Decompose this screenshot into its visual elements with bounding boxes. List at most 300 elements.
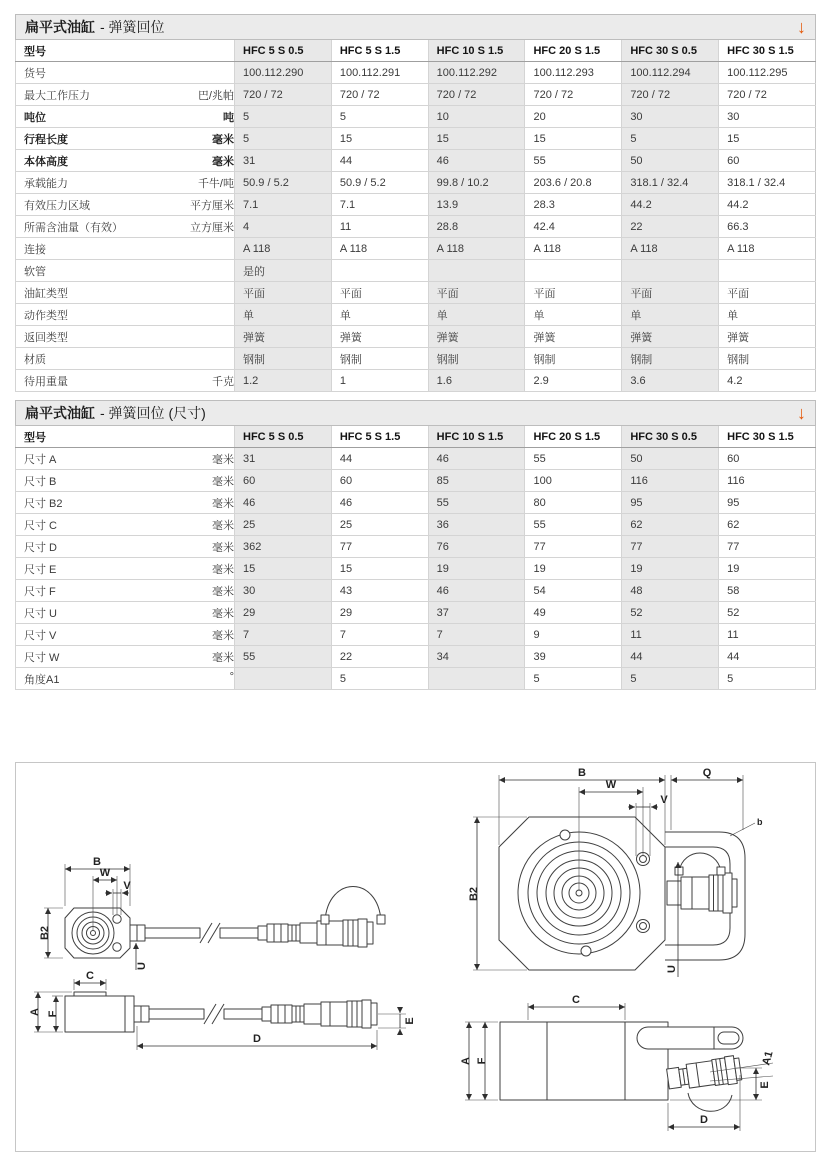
row-label-cell	[16, 260, 235, 282]
value-cell: 39	[525, 646, 622, 668]
row-label: 吨位	[24, 111, 46, 124]
value-cell: 29	[331, 602, 428, 624]
row-label-cell	[16, 646, 235, 668]
row-label: 油缸类型	[24, 287, 68, 300]
value-cell: A 118	[622, 238, 719, 260]
value-cell: 100.112.290	[235, 62, 332, 84]
value-cell: 平面	[719, 282, 816, 304]
value-cell: 77	[525, 536, 622, 558]
spec-row	[16, 348, 816, 370]
table2-subtitle: - 弹簧回位 (尺寸)	[100, 405, 206, 421]
value-cell: 99.8 / 10.2	[428, 172, 525, 194]
spec-row	[16, 514, 816, 536]
row-unit: 毫米	[212, 453, 234, 466]
row-unit: 毫米	[212, 497, 234, 510]
dim-label-c: C	[86, 970, 94, 982]
dim-label-u: U	[666, 965, 678, 973]
value-cell: 62	[719, 514, 816, 536]
row-label: 本体高度	[24, 155, 68, 168]
value-cell: 95	[719, 492, 816, 514]
value-cell: 44	[331, 448, 428, 470]
row-label: 材质	[24, 353, 46, 366]
value-cell: 15	[525, 128, 622, 150]
value-cell: 52	[719, 602, 816, 624]
dim-label-f: F	[476, 1057, 488, 1065]
value-cell: 15	[235, 558, 332, 580]
value-cell: 平面	[525, 282, 622, 304]
right-front-view-drawing	[468, 767, 763, 977]
model-header-label: 型号	[16, 426, 235, 448]
value-cell: 31	[235, 150, 332, 172]
model-header-row	[16, 40, 816, 62]
value-cell: 44	[331, 150, 428, 172]
row-label-cell	[16, 150, 235, 172]
spec-row	[16, 62, 816, 84]
dim-label-e: E	[759, 1081, 771, 1089]
row-label-cell	[16, 668, 235, 690]
technical-drawing-box	[15, 762, 816, 1152]
model-header-label: 型号	[16, 40, 235, 62]
spec-row	[16, 326, 816, 348]
spec-row	[16, 370, 816, 392]
model-header-cell: HFC 5 S 0.5	[235, 426, 332, 448]
value-cell: 钢制	[525, 348, 622, 370]
technical-drawing	[16, 763, 815, 1151]
value-cell: 平面	[235, 282, 332, 304]
spec-row	[16, 536, 816, 558]
value-cell: 85	[428, 470, 525, 492]
row-label: 尺寸 C	[24, 519, 57, 532]
row-label-cell	[16, 448, 235, 470]
value-cell	[428, 260, 525, 282]
row-label-cell	[16, 348, 235, 370]
table1-title-bar	[15, 14, 816, 40]
table2-title-bar	[15, 400, 816, 426]
value-cell: 9	[525, 624, 622, 646]
row-label: 待用重量	[24, 375, 68, 388]
dim-label-b2: B2	[468, 886, 480, 902]
row-label: 尺寸 U	[24, 607, 57, 620]
row-label: 软管	[24, 265, 46, 278]
value-cell: 弹簧	[719, 326, 816, 348]
spec-row	[16, 238, 816, 260]
value-cell: 5	[331, 668, 428, 690]
value-cell: A 118	[235, 238, 332, 260]
value-cell: 46	[428, 448, 525, 470]
spec-row	[16, 260, 816, 282]
value-cell: 77	[622, 536, 719, 558]
row-label-cell	[16, 470, 235, 492]
value-cell: 50.9 / 5.2	[235, 172, 332, 194]
spec-row	[16, 194, 816, 216]
row-label-cell	[16, 326, 235, 348]
value-cell: 55	[428, 492, 525, 514]
row-label: 承载能力	[24, 177, 68, 190]
row-label: 返回类型	[24, 331, 68, 344]
row-unit: 毫米	[212, 629, 234, 642]
table2-title: 扁平式油缸	[25, 405, 95, 421]
row-label-cell	[16, 602, 235, 624]
value-cell	[622, 260, 719, 282]
value-cell: 15	[428, 128, 525, 150]
dim-label-b2: B2	[39, 925, 51, 941]
value-cell: 52	[622, 602, 719, 624]
value-cell	[428, 668, 525, 690]
row-label-cell	[16, 370, 235, 392]
spec-row	[16, 216, 816, 238]
value-cell: 44	[622, 646, 719, 668]
model-header-cell: HFC 30 S 1.5	[719, 40, 816, 62]
row-label: 所需含油量（有效）	[24, 221, 123, 234]
value-cell: 30	[622, 106, 719, 128]
dim-label-f: F	[47, 1010, 59, 1018]
value-cell: 19	[719, 558, 816, 580]
value-cell: 30	[235, 580, 332, 602]
model-header-cell: HFC 20 S 1.5	[525, 40, 622, 62]
value-cell: 单	[622, 304, 719, 326]
row-unit: 吨	[223, 111, 234, 124]
row-label-cell	[16, 172, 235, 194]
value-cell: 100.112.293	[525, 62, 622, 84]
value-cell: 4	[235, 216, 332, 238]
dim-label-q: Q	[702, 767, 712, 779]
value-cell: 平面	[428, 282, 525, 304]
value-cell: 单	[525, 304, 622, 326]
value-cell: 720 / 72	[622, 84, 719, 106]
row-label-cell	[16, 238, 235, 260]
value-cell: 203.6 / 20.8	[525, 172, 622, 194]
spec-row	[16, 84, 816, 106]
value-cell: 30	[719, 106, 816, 128]
value-cell: 弹簧	[428, 326, 525, 348]
value-cell: 318.1 / 32.4	[622, 172, 719, 194]
value-cell: 13.9	[428, 194, 525, 216]
row-unit: °	[229, 670, 234, 683]
value-cell: 77	[331, 536, 428, 558]
value-cell	[525, 260, 622, 282]
value-cell: 720 / 72	[525, 84, 622, 106]
model-header-cell: HFC 30 S 1.5	[719, 426, 816, 448]
value-cell: 19	[525, 558, 622, 580]
row-label-cell	[16, 558, 235, 580]
dim-label-d: D	[253, 1033, 261, 1045]
row-label: 尺寸 D	[24, 541, 57, 554]
model-header-cell: HFC 5 S 1.5	[331, 40, 428, 62]
row-label-cell	[16, 216, 235, 238]
value-cell: 5	[622, 668, 719, 690]
value-cell: 55	[235, 646, 332, 668]
value-cell: 7	[331, 624, 428, 646]
value-cell: 50	[622, 448, 719, 470]
value-cell: 5	[622, 128, 719, 150]
value-cell: 116	[622, 470, 719, 492]
value-cell: 钢制	[622, 348, 719, 370]
value-cell: 平面	[622, 282, 719, 304]
value-cell: 弹簧	[235, 326, 332, 348]
left-side-view-drawing	[29, 970, 416, 1050]
value-cell: 5	[331, 106, 428, 128]
row-unit: 千牛/吨	[197, 177, 234, 190]
value-cell: 11	[622, 624, 719, 646]
value-cell: 720 / 72	[719, 84, 816, 106]
row-unit: 毫米	[212, 585, 234, 598]
row-label: 动作类型	[24, 309, 68, 322]
value-cell: 36	[428, 514, 525, 536]
value-cell: 28.3	[525, 194, 622, 216]
left-front-view-drawing	[39, 856, 385, 970]
value-cell: 20	[525, 106, 622, 128]
spec-row	[16, 646, 816, 668]
model-header-cell: HFC 20 S 1.5	[525, 426, 622, 448]
value-cell: 钢制	[235, 348, 332, 370]
value-cell: 116	[719, 470, 816, 492]
value-cell: 77	[719, 536, 816, 558]
value-cell: 5	[235, 128, 332, 150]
value-cell: 31	[235, 448, 332, 470]
value-cell: 钢制	[428, 348, 525, 370]
value-cell: 22	[331, 646, 428, 668]
spec-table	[15, 40, 816, 392]
row-label-cell	[16, 492, 235, 514]
value-cell: 46	[428, 580, 525, 602]
value-cell: A 118	[428, 238, 525, 260]
value-cell: 100	[525, 470, 622, 492]
value-cell: 318.1 / 32.4	[719, 172, 816, 194]
value-cell: 46	[235, 492, 332, 514]
row-unit: 巴/兆帕	[197, 89, 234, 102]
right-side-view-drawing	[460, 994, 776, 1131]
value-cell: 19	[622, 558, 719, 580]
value-cell: 46	[331, 492, 428, 514]
value-cell: 100.112.295	[719, 62, 816, 84]
spec-row	[16, 580, 816, 602]
value-cell: 66.3	[719, 216, 816, 238]
row-unit: 毫米	[212, 651, 234, 664]
row-label-cell	[16, 194, 235, 216]
value-cell: 7	[235, 624, 332, 646]
row-label: 尺寸 E	[24, 563, 57, 576]
row-unit: 立方厘米	[190, 221, 234, 234]
value-cell: 60	[331, 470, 428, 492]
value-cell: 10	[428, 106, 525, 128]
value-cell: 55	[525, 150, 622, 172]
spec-row	[16, 282, 816, 304]
value-cell: 单	[428, 304, 525, 326]
value-cell: 单	[719, 304, 816, 326]
row-label: 尺寸 B2	[24, 497, 63, 510]
value-cell: 15	[331, 128, 428, 150]
dim-label-a1: A1	[760, 1049, 776, 1067]
value-cell: 60	[719, 448, 816, 470]
row-label-cell	[16, 624, 235, 646]
value-cell: 7.1	[235, 194, 332, 216]
value-cell: 720 / 72	[331, 84, 428, 106]
value-cell: 76	[428, 536, 525, 558]
model-header-row	[16, 426, 816, 448]
value-cell: 7	[428, 624, 525, 646]
dim-label-a: A	[460, 1057, 472, 1065]
model-header-cell: HFC 10 S 1.5	[428, 40, 525, 62]
dim-label-a: A	[29, 1008, 41, 1016]
row-label: 连接	[24, 243, 46, 256]
value-cell: 62	[622, 514, 719, 536]
value-cell: 钢制	[719, 348, 816, 370]
value-cell: 是的	[235, 260, 332, 282]
value-cell: 15	[719, 128, 816, 150]
value-cell: 1	[331, 370, 428, 392]
value-cell: 11	[331, 216, 428, 238]
row-label: 尺寸 A	[24, 453, 57, 466]
table1-title: 扁平式油缸	[25, 19, 95, 35]
value-cell: 43	[331, 580, 428, 602]
row-label-cell	[16, 128, 235, 150]
table1-down-arrow-icon[interactable]: ↓	[797, 17, 806, 37]
row-unit: 千克	[212, 375, 234, 388]
value-cell: 50	[622, 150, 719, 172]
value-cell: 100.112.291	[331, 62, 428, 84]
value-cell: 54	[525, 580, 622, 602]
spec-row	[16, 304, 816, 326]
row-label-cell	[16, 536, 235, 558]
row-label: 尺寸 B	[24, 475, 57, 488]
value-cell: 11	[719, 624, 816, 646]
value-cell: 34	[428, 646, 525, 668]
value-cell: 1.6	[428, 370, 525, 392]
dimensions-table	[15, 426, 816, 690]
model-header-cell: HFC 10 S 1.5	[428, 426, 525, 448]
row-unit: 毫米	[212, 519, 234, 532]
value-cell: 1.2	[235, 370, 332, 392]
spec-row	[16, 106, 816, 128]
value-cell	[331, 260, 428, 282]
row-label: 尺寸 F	[24, 585, 56, 598]
spec-row	[16, 668, 816, 690]
value-cell: 50.9 / 5.2	[331, 172, 428, 194]
row-label-cell	[16, 514, 235, 536]
table1-subtitle: - 弹簧回位	[100, 19, 165, 35]
row-label-cell	[16, 84, 235, 106]
row-label-cell	[16, 106, 235, 128]
value-cell: 80	[525, 492, 622, 514]
row-label-cell	[16, 282, 235, 304]
value-cell: A 118	[719, 238, 816, 260]
row-label: 尺寸 V	[24, 629, 57, 642]
value-cell: 44.2	[622, 194, 719, 216]
value-cell: 3.6	[622, 370, 719, 392]
spec-row	[16, 128, 816, 150]
value-cell: 5	[525, 668, 622, 690]
value-cell	[719, 260, 816, 282]
port-leader-label: b	[757, 817, 763, 827]
value-cell: 15	[331, 558, 428, 580]
value-cell: 100.112.294	[622, 62, 719, 84]
dim-label-c: C	[572, 994, 580, 1006]
value-cell: 42.4	[525, 216, 622, 238]
value-cell: 58	[719, 580, 816, 602]
value-cell: 弹簧	[331, 326, 428, 348]
dim-label-w: W	[99, 867, 111, 879]
model-header-cell: HFC 5 S 1.5	[331, 426, 428, 448]
spec-row	[16, 492, 816, 514]
value-cell: 单	[331, 304, 428, 326]
value-cell: 25	[235, 514, 332, 536]
spec-row	[16, 448, 816, 470]
value-cell: 5	[235, 106, 332, 128]
row-label-cell	[16, 62, 235, 84]
row-label: 有效压力区域	[24, 199, 90, 212]
dim-label-u: U	[136, 962, 148, 970]
value-cell: 95	[622, 492, 719, 514]
value-cell: 60	[235, 470, 332, 492]
value-cell: 37	[428, 602, 525, 624]
value-cell: 2.9	[525, 370, 622, 392]
value-cell: 22	[622, 216, 719, 238]
value-cell: 44	[719, 646, 816, 668]
dim-label-v: V	[123, 880, 131, 892]
value-cell: A 118	[525, 238, 622, 260]
row-unit: 毫米	[212, 133, 234, 146]
value-cell: A 118	[331, 238, 428, 260]
value-cell: 48	[622, 580, 719, 602]
value-cell	[235, 668, 332, 690]
row-unit: 毫米	[212, 475, 234, 488]
dim-label-e: E	[404, 1017, 416, 1025]
value-cell: 46	[428, 150, 525, 172]
model-header-cell: HFC 30 S 0.5	[622, 426, 719, 448]
value-cell: 44.2	[719, 194, 816, 216]
row-unit: 平方厘米	[190, 199, 234, 212]
value-cell: 钢制	[331, 348, 428, 370]
spec-row	[16, 150, 816, 172]
value-cell: 29	[235, 602, 332, 624]
dimensions-table-section	[15, 400, 830, 690]
spec-table-section	[15, 14, 830, 392]
table2-down-arrow-icon[interactable]: ↓	[797, 403, 806, 423]
dim-label-d: D	[700, 1114, 708, 1126]
row-label: 角度A1	[24, 673, 60, 686]
spec-row	[16, 558, 816, 580]
spec-row	[16, 470, 816, 492]
dim-label-b: B	[93, 856, 101, 868]
value-cell: 平面	[331, 282, 428, 304]
value-cell: 4.2	[719, 370, 816, 392]
value-cell: 19	[428, 558, 525, 580]
value-cell: 49	[525, 602, 622, 624]
row-label: 最大工作压力	[24, 89, 90, 102]
spec-row	[16, 172, 816, 194]
value-cell: 弹簧	[525, 326, 622, 348]
value-cell: 55	[525, 514, 622, 536]
value-cell: 60	[719, 150, 816, 172]
value-cell: 5	[719, 668, 816, 690]
value-cell: 720 / 72	[235, 84, 332, 106]
row-unit: 毫米	[212, 155, 234, 168]
spec-row	[16, 602, 816, 624]
value-cell: 25	[331, 514, 428, 536]
dim-label-v: V	[660, 794, 668, 806]
model-header-cell: HFC 5 S 0.5	[235, 40, 332, 62]
row-unit: 毫米	[212, 607, 234, 620]
row-unit: 毫米	[212, 541, 234, 554]
value-cell: 55	[525, 448, 622, 470]
value-cell: 7.1	[331, 194, 428, 216]
row-label-cell	[16, 304, 235, 326]
model-header-cell: HFC 30 S 0.5	[622, 40, 719, 62]
row-unit: 毫米	[212, 563, 234, 576]
dim-label-b: B	[578, 767, 586, 779]
value-cell: 362	[235, 536, 332, 558]
row-label-cell	[16, 580, 235, 602]
